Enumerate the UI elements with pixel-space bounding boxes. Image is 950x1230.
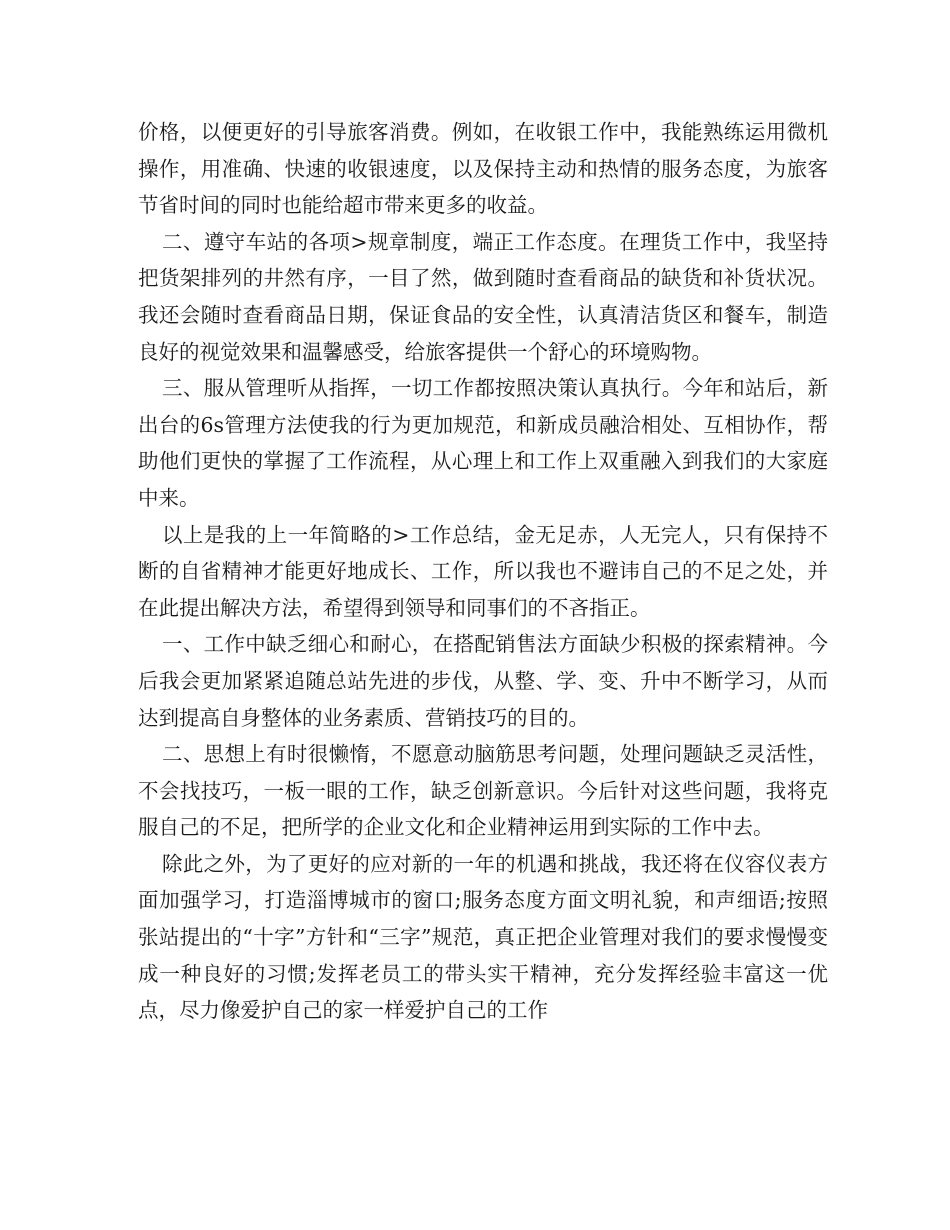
paragraph-future-plans: 除此之外，为了更好的应对新的一年的机遇和挑战，我还将在仪容仪表方面加强学习，打造淄博城市的窗口;服务态度方面文明礼貌，和声细语;按照张站提出的“十字”方针和“三字”规范，真正把企业管理对我们的要求慢慢变成一种良好的习惯;发挥老员工的带头实干精神，充分发挥经验丰富这一优点，尽力像爱护自己的家一样爱护自己的工作 bbox=[138, 851, 828, 1023]
document-body bbox=[138, 114, 828, 1029]
paragraph-shortcoming-2: 二、思想上有时很懒惰，不愿意动脑筋思考问题，处理问题缺乏灵活性，不会找技巧，一板一眼的工作，缺乏创新意识。今后针对这些问题，我将克服自己的不足，把所学的企业文化和企业精神运用到实际的工作中去。 bbox=[138, 742, 828, 840]
paragraph-intro-continued: 价格，以便更好的引导旅客消费。例如，在收银工作中，我能熟练运用微机操作，用准确、快速的收银速度，以及保持主动和热情的服务态度，为旅客节省时间的同时也能给超市带来更多的收益。 bbox=[138, 120, 828, 218]
paragraph-obey-management: 三、服从管理听从指挥，一切工作都按照决策认真执行。今年和站后，新出台的6s管理方法使我的行为更加规范，和新成员融洽相处、互相协作，帮助他们更快的掌握了工作流程，从心理上和工作上双重融入到我们的大家庭中来。 bbox=[138, 376, 828, 510]
paragraph-rules-discipline: 二、遵守车站的各项>规章制度，端正工作态度。在理货工作中，我坚持把货架排列的井然有序，一目了然，做到随时查看商品的缺货和补货状况。我还会随时查看商品日期，保证食品的安全性，认真清洁货区和餐车，制造良好的视觉效果和温馨感受，给旅客提供一个舒心的环境购物。 bbox=[138, 229, 828, 364]
paragraph-shortcoming-1: 一、工作中缺乏细心和耐心，在搭配销售法方面缺少积极的探索精神。今后我会更加紧紧追随总站先进的步伐，从整、学、变、升中不断学习，从而达到提高自身整体的业务素质、营销技巧的目的。 bbox=[138, 632, 828, 730]
paragraph-summary: 以上是我的上一年简略的>工作总结，金无足赤，人无完人，只有保持不断的自省精神才能更好地成长、工作，所以我也不避讳自己的不足之处，并在此提出解决方法，希望得到领导和同事们的不吝指正。 bbox=[138, 522, 828, 620]
